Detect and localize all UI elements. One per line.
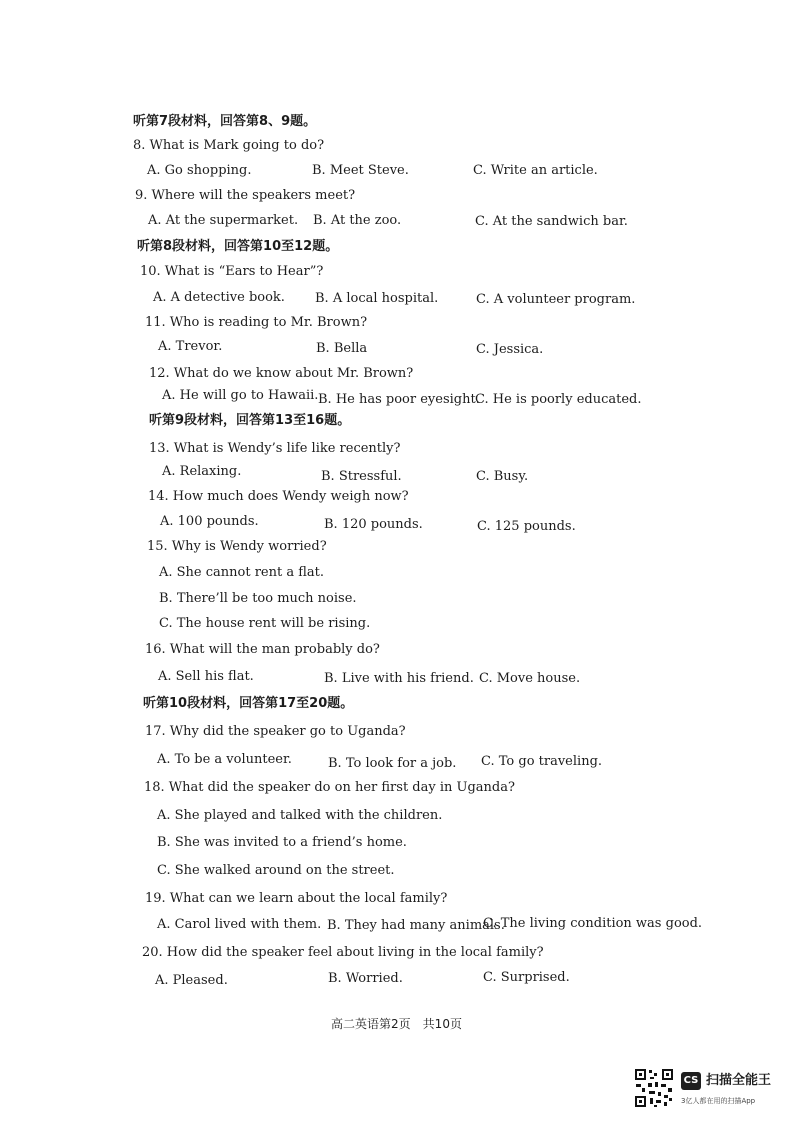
option: B. Meet Steve.	[312, 163, 409, 178]
option: C. A volunteer program.	[476, 292, 636, 307]
option: B. Stressful.	[321, 469, 402, 484]
option: B. Bella	[316, 341, 368, 356]
section-heading: 听第8段材料，回答第10至12题。	[137, 239, 339, 254]
section-heading: 听第9段材料，回答第13至16题。	[149, 413, 351, 428]
question-text: 19. What can we learn about the local family?	[145, 891, 448, 906]
option: A. Go shopping.	[147, 163, 252, 178]
question-text: 14. How much does Wendy weigh now?	[148, 489, 409, 504]
option: A. 100 pounds.	[160, 514, 259, 529]
option: B. He has poor eyesight.	[318, 392, 480, 407]
option: B. At the zoo.	[313, 213, 402, 228]
question-text: 16. What will the man probably do?	[145, 642, 380, 657]
section-heading: 听第7段材料，回答第8、9题。	[133, 114, 317, 129]
option: C. The house rent will be rising.	[159, 616, 371, 631]
option: B. She was invited to a friend’s home.	[157, 835, 407, 850]
option: C. Write an article.	[473, 163, 598, 178]
option: C. The living condition was good.	[483, 916, 703, 931]
option: B. Live with his friend.	[324, 671, 474, 686]
option: A. He will go to Hawaii.	[162, 388, 319, 403]
option: A. At the supermarket.	[148, 213, 299, 228]
section-heading: 听第10段材料，回答第17至20题。	[143, 696, 354, 711]
option: A. Pleased.	[155, 973, 228, 988]
option: B. There’ll be too much noise.	[159, 591, 357, 606]
question-text: 8. What is Mark going to do?	[133, 138, 325, 153]
option: C. Surprised.	[483, 970, 570, 985]
option: C. 125 pounds.	[477, 519, 576, 534]
option: B. A local hospital.	[315, 291, 439, 306]
option: A. Carol lived with them.	[157, 917, 322, 932]
question-text: 15. Why is Wendy worried?	[147, 539, 327, 554]
option: B. 120 pounds.	[324, 517, 423, 532]
question-text: 20. How did the speaker feel about living in the local family?	[142, 945, 544, 960]
option: A. To be a volunteer.	[157, 752, 292, 767]
option: B. They had many animals.	[327, 918, 505, 933]
question-text: 12. What do we know about Mr. Brown?	[149, 366, 414, 381]
option: C. Move house.	[479, 671, 581, 686]
question-text: 9. Where will the speakers meet?	[135, 188, 356, 203]
brand-tagline: 3亿人都在用的扫描App	[681, 1097, 756, 1105]
scanner-watermark	[634, 1068, 784, 1110]
option: C. At the sandwich bar.	[475, 214, 628, 229]
option: C. He is poorly educated.	[475, 392, 642, 407]
option: B. To look for a job.	[328, 756, 457, 771]
question-text: 13. What is Wendy’s life like recently?	[149, 441, 401, 456]
option: A. Sell his flat.	[158, 669, 254, 684]
option: A. A detective book.	[153, 290, 285, 305]
question-text: 10. What is “Ears to Hear”?	[140, 264, 324, 279]
option: A. Relaxing.	[162, 464, 242, 479]
option: A. She cannot rent a flat.	[159, 565, 325, 580]
cs-logo-icon: CS	[681, 1072, 701, 1090]
option: A. Trevor.	[158, 339, 223, 354]
question-text: 18. What did the speaker do on her first day in Uganda?	[144, 780, 515, 795]
brand-name: 扫描全能王	[706, 1073, 772, 1088]
question-text: 11. Who is reading to Mr. Brown?	[145, 315, 368, 330]
page-footer: 高二英语第2页 共10页	[331, 1017, 462, 1031]
option: C. She walked around on the street.	[157, 863, 395, 878]
option: A. She played and talked with the children.	[157, 808, 443, 823]
option: C. Jessica.	[476, 342, 544, 357]
option: B. Worried.	[328, 971, 403, 986]
qr-code-icon	[634, 1068, 674, 1108]
option: C. Busy.	[476, 469, 529, 484]
option: C. To go traveling.	[481, 754, 603, 769]
question-text: 17. Why did the speaker go to Uganda?	[145, 724, 406, 739]
